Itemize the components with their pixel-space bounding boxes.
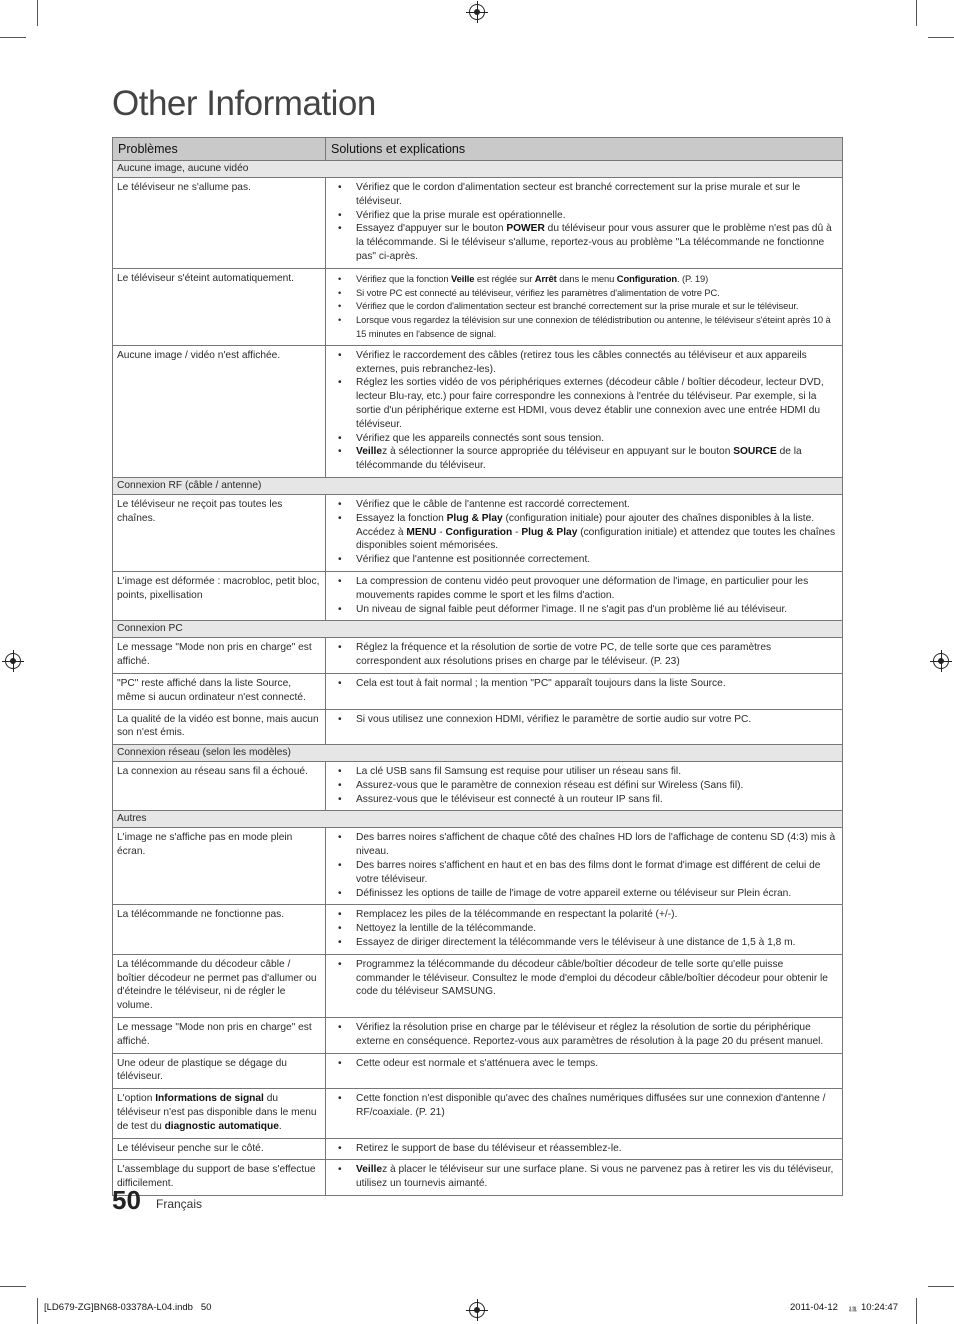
table-row bbox=[113, 638, 843, 674]
solution-cell bbox=[326, 494, 843, 571]
solution-item: • Si vous utilisez une connexion HDMI, vérifiez le paramètre de sortie audio sur votre PC. bbox=[334, 713, 838, 727]
table-row bbox=[113, 954, 843, 1017]
solution-item: • Des barres noires s'affichent de chaque côté des chaînes HD lors de l'affichage de contenu SD (4:3) mis à niveau. bbox=[334, 831, 838, 859]
solution-cell bbox=[326, 268, 843, 345]
table-header-row bbox=[113, 138, 843, 161]
solution-item: • Veillez à sélectionner la source appropriée du téléviseur en appuyant sur le bouton SOURCE de la télécommande du téléviseur. bbox=[334, 445, 838, 473]
solution-item: • Lorsque vous regardez la télévision sur une connexion de télédistribution ou antenne, le téléviseur s'éteint après 10 à 15 minutes en l'absence de signal. bbox=[334, 313, 838, 341]
crop-mark bbox=[916, 1298, 917, 1324]
solution-cell bbox=[326, 345, 843, 477]
section-row bbox=[113, 161, 843, 178]
solution-item: • Si votre PC est connecté au téléviseur, vérifiez les paramètres d'alimentation de votre PC. bbox=[334, 286, 838, 300]
section-title: Autres bbox=[113, 811, 843, 828]
solution-cell bbox=[326, 828, 843, 905]
solution-item: • Réglez les sorties vidéo de vos périphériques externes (décodeur câble / boîtier décodeur, lecteur DVD, lecteur Blu-ray, etc.) pour faire correspondre les connexions à l'entrée du téléviseur. Par exemple, si la sortie d'un périphérique externe est HDMI, vous devez établir une connexion avec une entrée HDMI du téléviseur. bbox=[334, 376, 838, 431]
table-row bbox=[113, 905, 843, 954]
solution-item: • Essayez la fonction Plug & Play (configuration initiale) pour ajouter des chaînes disponibles à la liste. Accédez à MENU - Configuration - Plug & Play (configuration initiale) et attendez que toutes les chaînes disponibles soient mémorisées. bbox=[334, 512, 838, 553]
footer-file-info: [LD679-ZG]BN68-03378A-L04.indb 50 bbox=[44, 1302, 212, 1313]
section-row bbox=[113, 811, 843, 828]
problem-cell: L'image ne s'affiche pas en mode plein écran. bbox=[113, 828, 326, 905]
solution-cell bbox=[326, 954, 843, 1017]
solution-item: • Vérifiez que les appareils connectés sont sous tension. bbox=[334, 432, 838, 446]
table-row bbox=[113, 571, 843, 620]
solution-item: • Veillez à placer le téléviseur sur une surface plane. Si vous ne parvenez pas à retirer les vis du téléviseur, utilisez un tournevis aimanté. bbox=[334, 1163, 838, 1191]
page-title: Other Information bbox=[112, 84, 376, 123]
solution-item: • Essayez de diriger directement la télécommande vers le téléviseur à une distance de 1,5 à 1,8 m. bbox=[334, 936, 838, 950]
crop-mark bbox=[37, 0, 38, 26]
solution-list bbox=[334, 498, 838, 567]
solution-item: • Vérifiez que la fonction Veille est réglée sur Arrêt dans le menu Configuration. (P. 19) bbox=[334, 272, 838, 286]
registration-mark-icon bbox=[5, 653, 21, 669]
solution-item: • Vérifiez la résolution prise en charge par le téléviseur et réglez la résolution de sortie du périphérique externe en conséquence. Reportez-vous aux paramètres de résolution à la page 20 du présent manuel. bbox=[334, 1021, 838, 1049]
problem-cell: Le message "Mode non pris en charge" est affiché. bbox=[113, 638, 326, 674]
solution-item: • Vérifiez le raccordement des câbles (retirez tous les câbles connectés au téléviseur et aux appareils externes, puis rebranchez-les). bbox=[334, 349, 838, 377]
problem-cell: Le téléviseur ne reçoit pas toutes les chaînes. bbox=[113, 494, 326, 571]
solution-list bbox=[334, 641, 838, 669]
solution-cell bbox=[326, 571, 843, 620]
section-title: Aucune image, aucune vidéo bbox=[113, 161, 843, 178]
footer-clock-icon: ㏂ bbox=[849, 1304, 857, 1313]
solution-item: • Cette fonction n'est disponible qu'avec des chaînes numériques diffusées sur une connexion d'antenne / RF/coaxiale. (P. 21) bbox=[334, 1092, 838, 1120]
solution-list bbox=[334, 575, 838, 616]
section-row bbox=[113, 477, 843, 494]
crop-mark bbox=[916, 0, 917, 26]
table-row bbox=[113, 673, 843, 709]
solution-list bbox=[334, 1021, 838, 1049]
table-row bbox=[113, 762, 843, 811]
column-header-problems: Problèmes bbox=[113, 138, 326, 161]
table-row bbox=[113, 494, 843, 571]
problem-cell: La télécommande ne fonctionne pas. bbox=[113, 905, 326, 954]
solution-item: • Vérifiez que le cordon d'alimentation secteur est branché correctement sur la prise murale et sur le téléviseur. bbox=[334, 181, 838, 209]
section-title: Connexion PC bbox=[113, 621, 843, 638]
solution-list bbox=[334, 908, 838, 949]
solution-cell bbox=[326, 709, 843, 745]
column-header-solutions: Solutions et explications bbox=[326, 138, 843, 161]
solution-cell bbox=[326, 905, 843, 954]
crop-mark bbox=[0, 1286, 26, 1287]
registration-mark-icon bbox=[933, 653, 949, 669]
solution-list bbox=[334, 1142, 838, 1156]
solution-item: • Essayez d'appuyer sur le bouton POWER du téléviseur pour vous assurer que le problème n'est pas dû à la télécommande. Si le téléviseur s'allume, reportez-vous au problème "La télécommande ne fonctionne pas" ci-après. bbox=[334, 222, 838, 263]
solution-item: • Assurez-vous que le téléviseur est connecté à un routeur IP sans fil. bbox=[334, 793, 838, 807]
solution-cell bbox=[326, 1089, 843, 1138]
solution-item: • Assurez-vous que le paramètre de connexion réseau est défini sur Wireless (Sans fil). bbox=[334, 779, 838, 793]
section-row bbox=[113, 621, 843, 638]
solution-cell bbox=[326, 762, 843, 811]
solution-item: • Vérifiez que la prise murale est opérationnelle. bbox=[334, 209, 838, 223]
table-row bbox=[113, 1138, 843, 1160]
section-row bbox=[113, 745, 843, 762]
solution-item: • Réglez la fréquence et la résolution de sortie de votre PC, de telle sorte que ces paramètres correspondent aux résolutions prises en charge par le téléviseur. (P. 23) bbox=[334, 641, 838, 669]
registration-mark-icon bbox=[469, 4, 485, 20]
solution-item: • Vérifiez que le câble de l'antenne est raccordé correctement. bbox=[334, 498, 838, 512]
table-row bbox=[113, 1089, 843, 1138]
solution-cell bbox=[326, 673, 843, 709]
table-row bbox=[113, 828, 843, 905]
problem-cell: La connexion au réseau sans fil a échoué. bbox=[113, 762, 326, 811]
solution-item: • Des barres noires s'affichent en haut et en bas des films dont le format d'image est différent de celui de votre téléviseur. bbox=[334, 859, 838, 887]
problem-cell: La qualité de la vidéo est bonne, mais aucun son n'est émis. bbox=[113, 709, 326, 745]
problem-cell: Une odeur de plastique se dégage du téléviseur. bbox=[113, 1053, 326, 1089]
solution-list bbox=[334, 677, 838, 691]
crop-mark bbox=[0, 37, 26, 38]
section-title: Connexion réseau (selon les modèles) bbox=[113, 745, 843, 762]
table-body bbox=[113, 161, 843, 1196]
solution-item: • Cette odeur est normale et s'atténuera avec le temps. bbox=[334, 1057, 838, 1071]
registration-mark-icon bbox=[469, 1302, 485, 1318]
solution-list bbox=[334, 272, 838, 341]
solution-item: • La compression de contenu vidéo peut provoquer une déformation de l'image, en particulier pour les mouvements rapides comme le sport et les films d'action. bbox=[334, 575, 838, 603]
solution-list bbox=[334, 349, 838, 473]
solution-cell bbox=[326, 178, 843, 269]
crop-mark bbox=[928, 1286, 954, 1287]
solution-cell bbox=[326, 1160, 843, 1196]
solution-item: • Retirez le support de base du téléviseur et réassemblez-le. bbox=[334, 1142, 838, 1156]
solution-list bbox=[334, 831, 838, 900]
problem-cell: Le téléviseur ne s'allume pas. bbox=[113, 178, 326, 269]
problem-cell: Aucune image / vidéo n'est affichée. bbox=[113, 345, 326, 477]
table-row bbox=[113, 1018, 843, 1054]
solution-item: • La clé USB sans fil Samsung est requise pour utiliser un réseau sans fil. bbox=[334, 765, 838, 779]
solution-item: • Nettoyez la lentille de la télécommande. bbox=[334, 922, 838, 936]
table-row bbox=[113, 709, 843, 745]
solution-list bbox=[334, 181, 838, 264]
problem-cell: Le téléviseur s'éteint automatiquement. bbox=[113, 268, 326, 345]
footer-date: 2011-04-12 bbox=[790, 1302, 838, 1313]
solution-item: • Définissez les options de taille de l'image de votre appareil externe ou téléviseur sur Plein écran. bbox=[334, 887, 838, 901]
problem-cell: L'assemblage du support de base s'effectue difficilement. bbox=[113, 1160, 326, 1196]
solution-cell bbox=[326, 1018, 843, 1054]
solution-item: • Un niveau de signal faible peut déformer l'image. Il ne s'agit pas d'un problème lié au téléviseur. bbox=[334, 603, 838, 617]
page-language: Français bbox=[156, 1197, 203, 1211]
section-title: Connexion RF (câble / antenne) bbox=[113, 477, 843, 494]
problem-cell: Le téléviseur penche sur le côté. bbox=[113, 1138, 326, 1160]
table-row bbox=[113, 345, 843, 477]
solution-cell bbox=[326, 638, 843, 674]
solution-list bbox=[334, 958, 838, 999]
solution-item: • Vérifiez que l'antenne est positionnée correctement. bbox=[334, 553, 838, 567]
solution-list bbox=[334, 1057, 838, 1071]
solution-list bbox=[334, 1092, 838, 1120]
crop-mark bbox=[928, 37, 954, 38]
solution-item: • Remplacez les piles de la télécommande en respectant la polarité (+/-). bbox=[334, 908, 838, 922]
table-row bbox=[113, 1053, 843, 1089]
solution-cell bbox=[326, 1053, 843, 1089]
solution-list bbox=[334, 765, 838, 806]
table-row bbox=[113, 268, 843, 345]
problem-cell: L'image est déformée : macrobloc, petit bloc, points, pixellisation bbox=[113, 571, 326, 620]
problem-cell: La télécommande du décodeur câble / boîtier décodeur ne permet pas d'allumer ou d'éteindre le téléviseur, ni de régler le volume. bbox=[113, 954, 326, 1017]
solution-list bbox=[334, 713, 838, 727]
footer-time: 10:24:47 bbox=[861, 1302, 898, 1313]
troubleshooting-table bbox=[112, 137, 843, 1196]
solution-item: • Vérifiez que le cordon d'alimentation secteur est branché correctement sur la prise murale et sur le téléviseur. bbox=[334, 299, 838, 313]
solution-item: • Cela est tout à fait normal ; la mention "PC" apparaît toujours dans la liste Source. bbox=[334, 677, 838, 691]
solution-item: • Programmez la télécommande du décodeur câble/boîtier décodeur de telle sorte qu'elle puisse commander le téléviseur. Consultez le mode d'emploi du décodeur câble/boîtier décodeur pour obtenir le code du téléviseur SAMSUNG. bbox=[334, 958, 838, 999]
solution-list bbox=[334, 1163, 838, 1191]
page-number: 50 bbox=[112, 1185, 141, 1215]
problem-cell: "PC" reste affiché dans la liste Source, même si aucun ordinateur n'est connecté. bbox=[113, 673, 326, 709]
solution-cell bbox=[326, 1138, 843, 1160]
problem-cell: Le message "Mode non pris en charge" est affiché. bbox=[113, 1018, 326, 1054]
table-row bbox=[113, 1160, 843, 1196]
table-row bbox=[113, 178, 843, 269]
crop-mark bbox=[37, 1298, 38, 1324]
problem-cell: L'option Informations de signal du téléviseur n'est pas disponible dans le menu de test du diagnostic automatique. bbox=[113, 1089, 326, 1138]
